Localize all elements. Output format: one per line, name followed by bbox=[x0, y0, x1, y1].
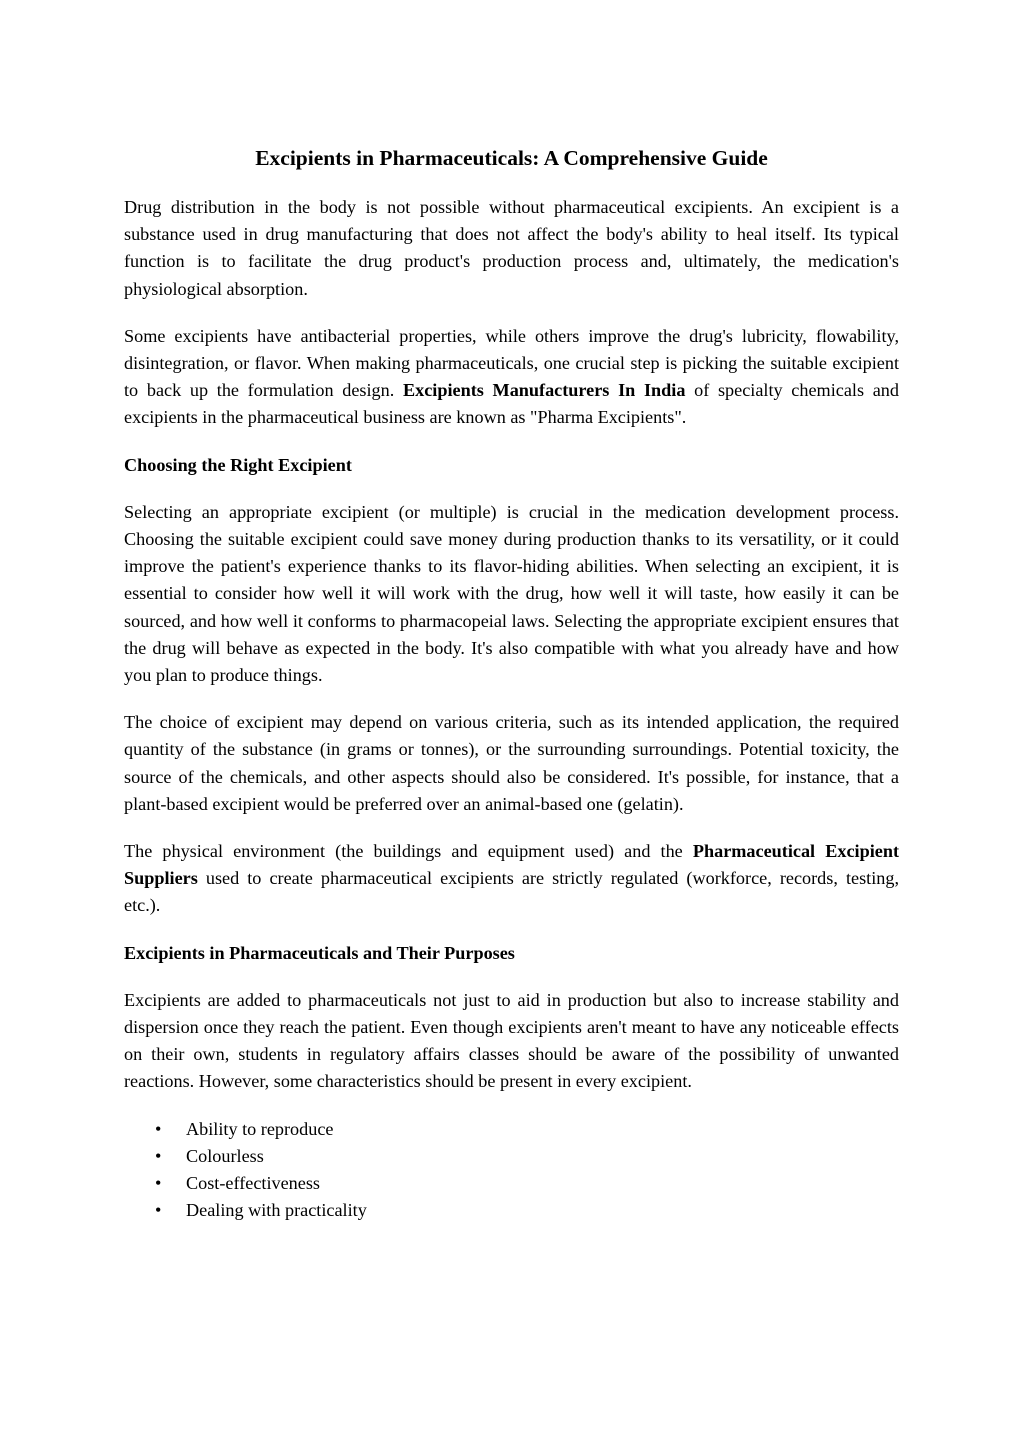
characteristics-list bbox=[124, 1116, 899, 1225]
bullet-icon: • bbox=[155, 1200, 162, 1221]
paragraph-text: of specialty chemicals and excipients in the pharmaceutical business are known as "Pharma Excipients". bbox=[124, 380, 899, 428]
bullet-icon: • bbox=[155, 1145, 162, 1166]
bold-phrase-manufacturers: Excipients Manufacturers In India bbox=[402, 380, 686, 401]
list-item bbox=[124, 1170, 899, 1197]
list-item bbox=[124, 1143, 899, 1170]
paragraph-selecting: Selecting an appropriate excipient (or multiple) is crucial in the medication development process. Choosing the suitable excipient could save money during production thanks to its versatility, or it could improve the patient's experience thanks to its flavor-hiding abilities. When selecting an excipient, it is essential to consider how well it will work with the drug, how well it will taste, how easily it can be sourced, and how well it conforms to pharmacopeial laws. Selecting the appropriate excipient ensures that the drug will behave as expected in the body. It's also compatible with what you already have and how you plan to produce things. bbox=[124, 501, 899, 686]
heading-choosing-excipient: Choosing the Right Excipient bbox=[124, 454, 352, 475]
list-item bbox=[124, 1197, 899, 1224]
paragraph-characteristics: Excipients are added to pharmaceuticals not just to aid in production but also to increase stability and dispersion once they reach the patient. Even though excipients aren't meant to have any noticeable effects on their own, students in regulatory affairs classes should be aware of the possibility of unwanted reactions. However, some characteristics should be present in every excipient. bbox=[124, 989, 899, 1092]
document-title: Excipients in Pharmaceuticals: A Comprehensive Guide bbox=[255, 146, 768, 170]
list-item bbox=[124, 1116, 899, 1143]
list-item-text: Colourless bbox=[186, 1145, 264, 1166]
paragraph-text: Some excipients have antibacterial properties, while others improve the drug's lubricity, flowability, disintegration, or flavor. When making pharmaceuticals, one crucial step is picking the suitable excipient to back up the formulation design. bbox=[124, 325, 899, 401]
paragraph-criteria: The choice of excipient may depend on various criteria, such as its intended application, the required quantity of the substance (in grams or tonnes), or the surrounding surroundings. Potential toxicity, the source of the chemicals, and other aspects should also be considered. It's possible, for instance, that a plant-based excipient would be preferred over an animal-based one (gelatin). bbox=[124, 712, 899, 814]
bullet-icon: • bbox=[155, 1173, 162, 1194]
list-item-text: Cost-effectiveness bbox=[186, 1173, 321, 1194]
paragraph-regulation bbox=[124, 838, 899, 920]
list-item-text: Dealing with practicality bbox=[186, 1200, 367, 1221]
paragraph-properties bbox=[124, 323, 899, 432]
bullet-icon: • bbox=[155, 1118, 162, 1139]
paragraph-intro: Drug distribution in the body is not possible without pharmaceutical excipients. An excipient is a substance used in drug manufacturing that does not affect the body's ability to heal itself. Its typical function is to facilitate the drug product's production process and, ultimately, the medication's physiological absorption. bbox=[124, 197, 899, 299]
bold-phrase-suppliers: Pharmaceutical Excipient Suppliers bbox=[124, 841, 899, 889]
document-page bbox=[124, 143, 899, 1225]
list-item-text: Ability to reproduce bbox=[186, 1118, 334, 1139]
paragraph-text: The physical environment (the buildings and equipment used) and the bbox=[124, 841, 693, 862]
paragraph-text: used to create pharmaceutical excipients are strictly regulated (workforce, records, testing, etc.). bbox=[124, 868, 899, 916]
heading-purposes: Excipients in Pharmaceuticals and Their Purposes bbox=[124, 942, 515, 963]
